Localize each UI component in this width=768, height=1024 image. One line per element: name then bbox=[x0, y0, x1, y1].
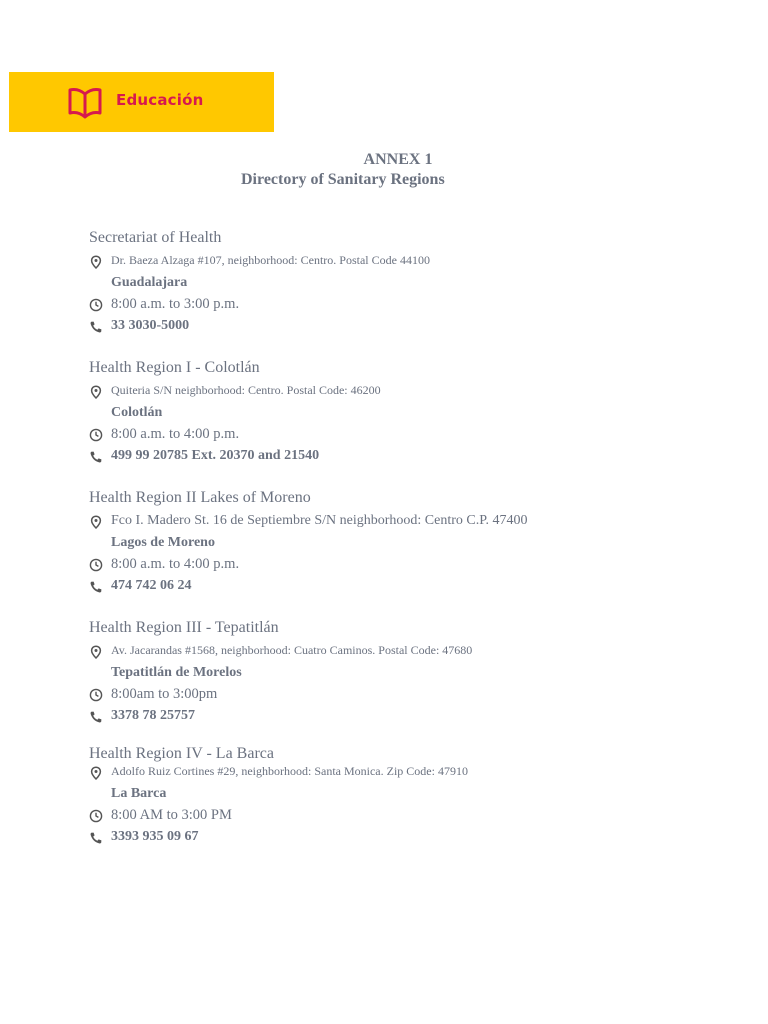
phone-icon bbox=[89, 320, 103, 334]
clock-icon bbox=[89, 688, 103, 702]
phone-icon bbox=[89, 580, 103, 594]
entry-phone: 33 3030-5000 bbox=[111, 318, 190, 333]
entry-title: Secretariat of Health bbox=[89, 229, 222, 246]
entry-hours: 8:00 a.m. to 3:00 p.m. bbox=[111, 296, 240, 312]
book-icon bbox=[67, 86, 103, 120]
phone-icon bbox=[89, 710, 103, 724]
entry-title: Health Region I - Colotlán bbox=[89, 359, 260, 376]
brand-name: Educación bbox=[116, 91, 204, 109]
entry-phone: 3378 78 25757 bbox=[111, 708, 195, 723]
entry-title: Health Region III - Tepatitlán bbox=[89, 619, 279, 636]
location-pin-icon bbox=[89, 385, 103, 399]
annex-label: ANNEX 1 bbox=[363, 151, 433, 168]
entry-address: Quiteria S/N neighborhood: Centro. Postal Code: 46200 bbox=[111, 383, 381, 397]
entry-city: La Barca bbox=[111, 786, 167, 801]
entry-address: Fco I. Madero St. 16 de Septiembre S/N neighborhood: Centro C.P. 47400 bbox=[111, 513, 528, 528]
entry-city: Guadalajara bbox=[111, 275, 188, 290]
entry-address: Dr. Baeza Alzaga #107, neighborhood: Centro. Postal Code 44100 bbox=[111, 253, 430, 267]
entry-hours: 8:00 a.m. to 4:00 p.m. bbox=[111, 426, 240, 442]
clock-icon bbox=[89, 558, 103, 572]
entry-hours: 8:00am to 3:00pm bbox=[111, 686, 218, 702]
location-pin-icon bbox=[89, 766, 103, 780]
clock-icon bbox=[89, 809, 103, 823]
entry-city: Lagos de Moreno bbox=[111, 535, 215, 550]
clock-icon bbox=[89, 428, 103, 442]
entry-phone: 499 99 20785 Ext. 20370 and 21540 bbox=[111, 448, 320, 463]
document-title: Directory of Sanitary Regions bbox=[241, 171, 445, 188]
entry-phone: 474 742 06 24 bbox=[111, 578, 192, 593]
clock-icon bbox=[89, 298, 103, 312]
phone-icon bbox=[89, 450, 103, 464]
entry-hours: 8:00 a.m. to 4:00 p.m. bbox=[111, 556, 240, 572]
location-pin-icon bbox=[89, 515, 103, 529]
location-pin-icon bbox=[89, 645, 103, 659]
entry-phone: 3393 935 09 67 bbox=[111, 829, 199, 844]
header-banner bbox=[9, 72, 274, 132]
entry-title: Health Region IV - La Barca bbox=[89, 745, 274, 762]
entry-city: Colotlán bbox=[111, 405, 163, 420]
location-pin-icon bbox=[89, 255, 103, 269]
entry-title: Health Region II Lakes of Moreno bbox=[89, 489, 311, 506]
entry-city: Tepatitlán de Morelos bbox=[111, 665, 242, 680]
entry-address: Av. Jacarandas #1568, neighborhood: Cuatro Caminos. Postal Code: 47680 bbox=[111, 643, 473, 657]
phone-icon bbox=[89, 831, 103, 845]
entry-hours: 8:00 AM to 3:00 PM bbox=[111, 807, 232, 823]
entry-address: Adolfo Ruiz Cortines #29, neighborhood: Santa Monica. Zip Code: 47910 bbox=[111, 764, 468, 778]
